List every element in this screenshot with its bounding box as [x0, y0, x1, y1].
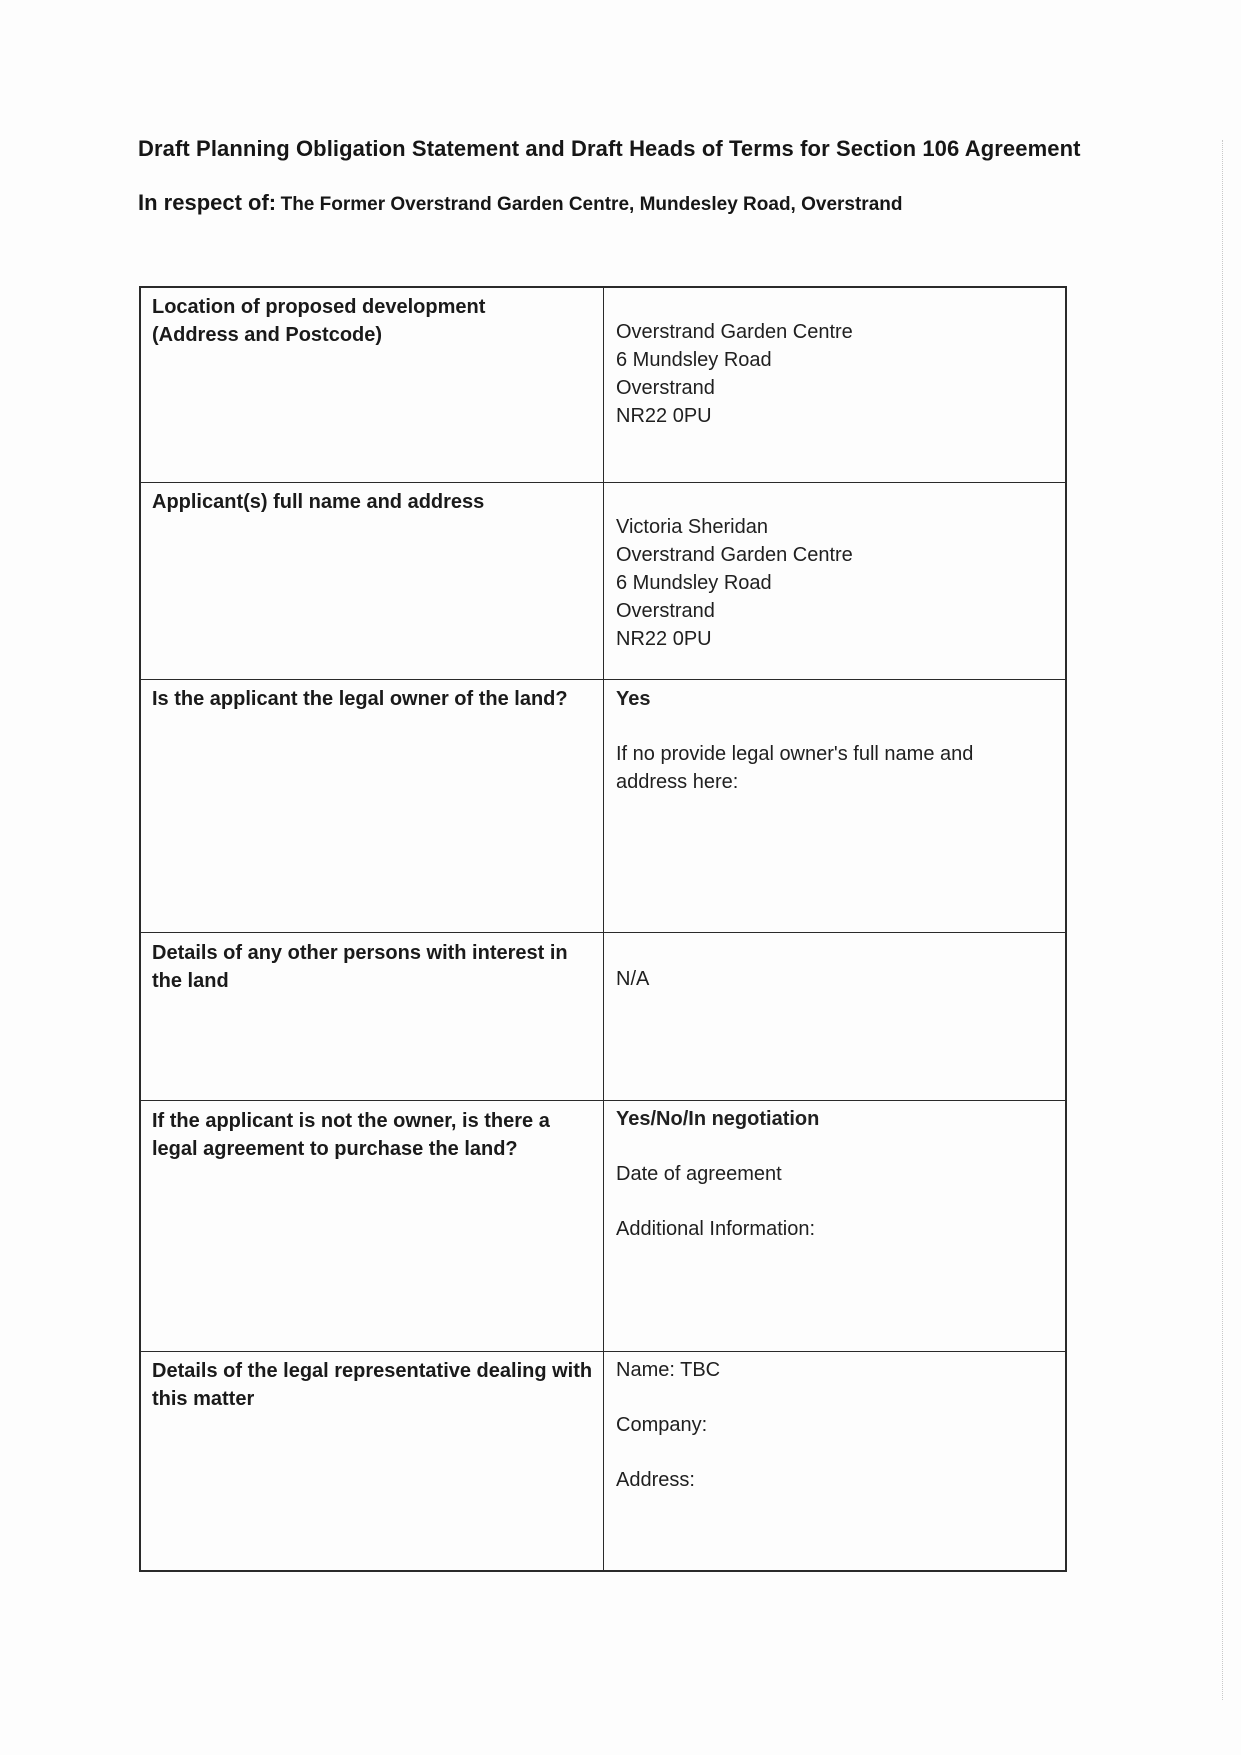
table-row-purchase-agreement — [141, 1101, 1065, 1352]
document-title: Draft Planning Obligation Statement and Draft Heads of Terms for Section 106 Agreement — [138, 136, 1081, 161]
table-row-legal-owner — [141, 680, 1065, 933]
address-line: Overstrand — [616, 600, 715, 622]
table-row-applicant — [141, 483, 1065, 680]
row-value — [604, 1352, 1065, 1570]
row-label-line: Details of the legal representative dealing with — [152, 1360, 593, 1382]
row-value — [604, 933, 1065, 1100]
address-line: Victoria Sheridan — [616, 516, 768, 538]
respect-line — [138, 190, 902, 216]
table-row-legal-representative — [141, 1352, 1065, 1570]
row-label — [141, 1101, 604, 1351]
row-label-line: Is the applicant the legal owner of the land? — [152, 688, 568, 710]
row-label-line: If the applicant is not the owner, is there a — [152, 1110, 550, 1132]
row-label-line: Location of proposed development — [152, 296, 486, 318]
row-value — [604, 483, 1065, 679]
row-label — [141, 933, 604, 1100]
address-line: Overstrand Garden Centre — [616, 544, 853, 566]
address-line: Overstrand Garden Centre — [616, 321, 853, 343]
scan-edge — [1222, 140, 1223, 1700]
address-line: 6 Mundsley Road — [616, 349, 772, 371]
address-line: NR22 0PU — [616, 628, 712, 650]
table-row-location — [141, 288, 1065, 483]
row-label — [141, 483, 604, 679]
obligation-table — [139, 286, 1067, 1572]
row-label — [141, 680, 604, 932]
table-row-other-persons — [141, 933, 1065, 1101]
respect-label: In respect of: — [138, 190, 277, 215]
row-value — [604, 288, 1065, 482]
field-label: Name: TBC — [616, 1359, 721, 1381]
value-text: N/A — [616, 968, 650, 990]
field-label: Date of agreement — [616, 1163, 782, 1185]
row-label-line: (Address and Postcode) — [152, 324, 383, 346]
answer-text: Yes/No/In negotiation — [616, 1108, 820, 1130]
answer-text: Yes — [616, 688, 651, 710]
address-line: NR22 0PU — [616, 405, 712, 427]
row-value — [604, 680, 1065, 932]
address-line: 6 Mundsley Road — [616, 572, 772, 594]
row-label-line: Applicant(s) full name and address — [152, 491, 485, 513]
row-value — [604, 1101, 1065, 1351]
respect-value: The Former Overstrand Garden Centre, Mundesley Road, Overstrand — [280, 194, 903, 215]
owner-note: If no provide legal owner's full name and address here: — [616, 743, 974, 793]
row-label-line: this matter — [152, 1388, 255, 1410]
row-label-line: the land — [152, 970, 229, 992]
row-label-line: legal agreement to purchase the land? — [152, 1138, 518, 1160]
field-label: Company: — [616, 1414, 708, 1436]
field-label: Address: — [616, 1469, 695, 1491]
row-label — [141, 288, 604, 482]
row-label-line: Details of any other persons with interest in — [152, 942, 568, 964]
field-label: Additional Information: — [616, 1218, 816, 1240]
row-label — [141, 1352, 604, 1570]
address-line: Overstrand — [616, 377, 715, 399]
